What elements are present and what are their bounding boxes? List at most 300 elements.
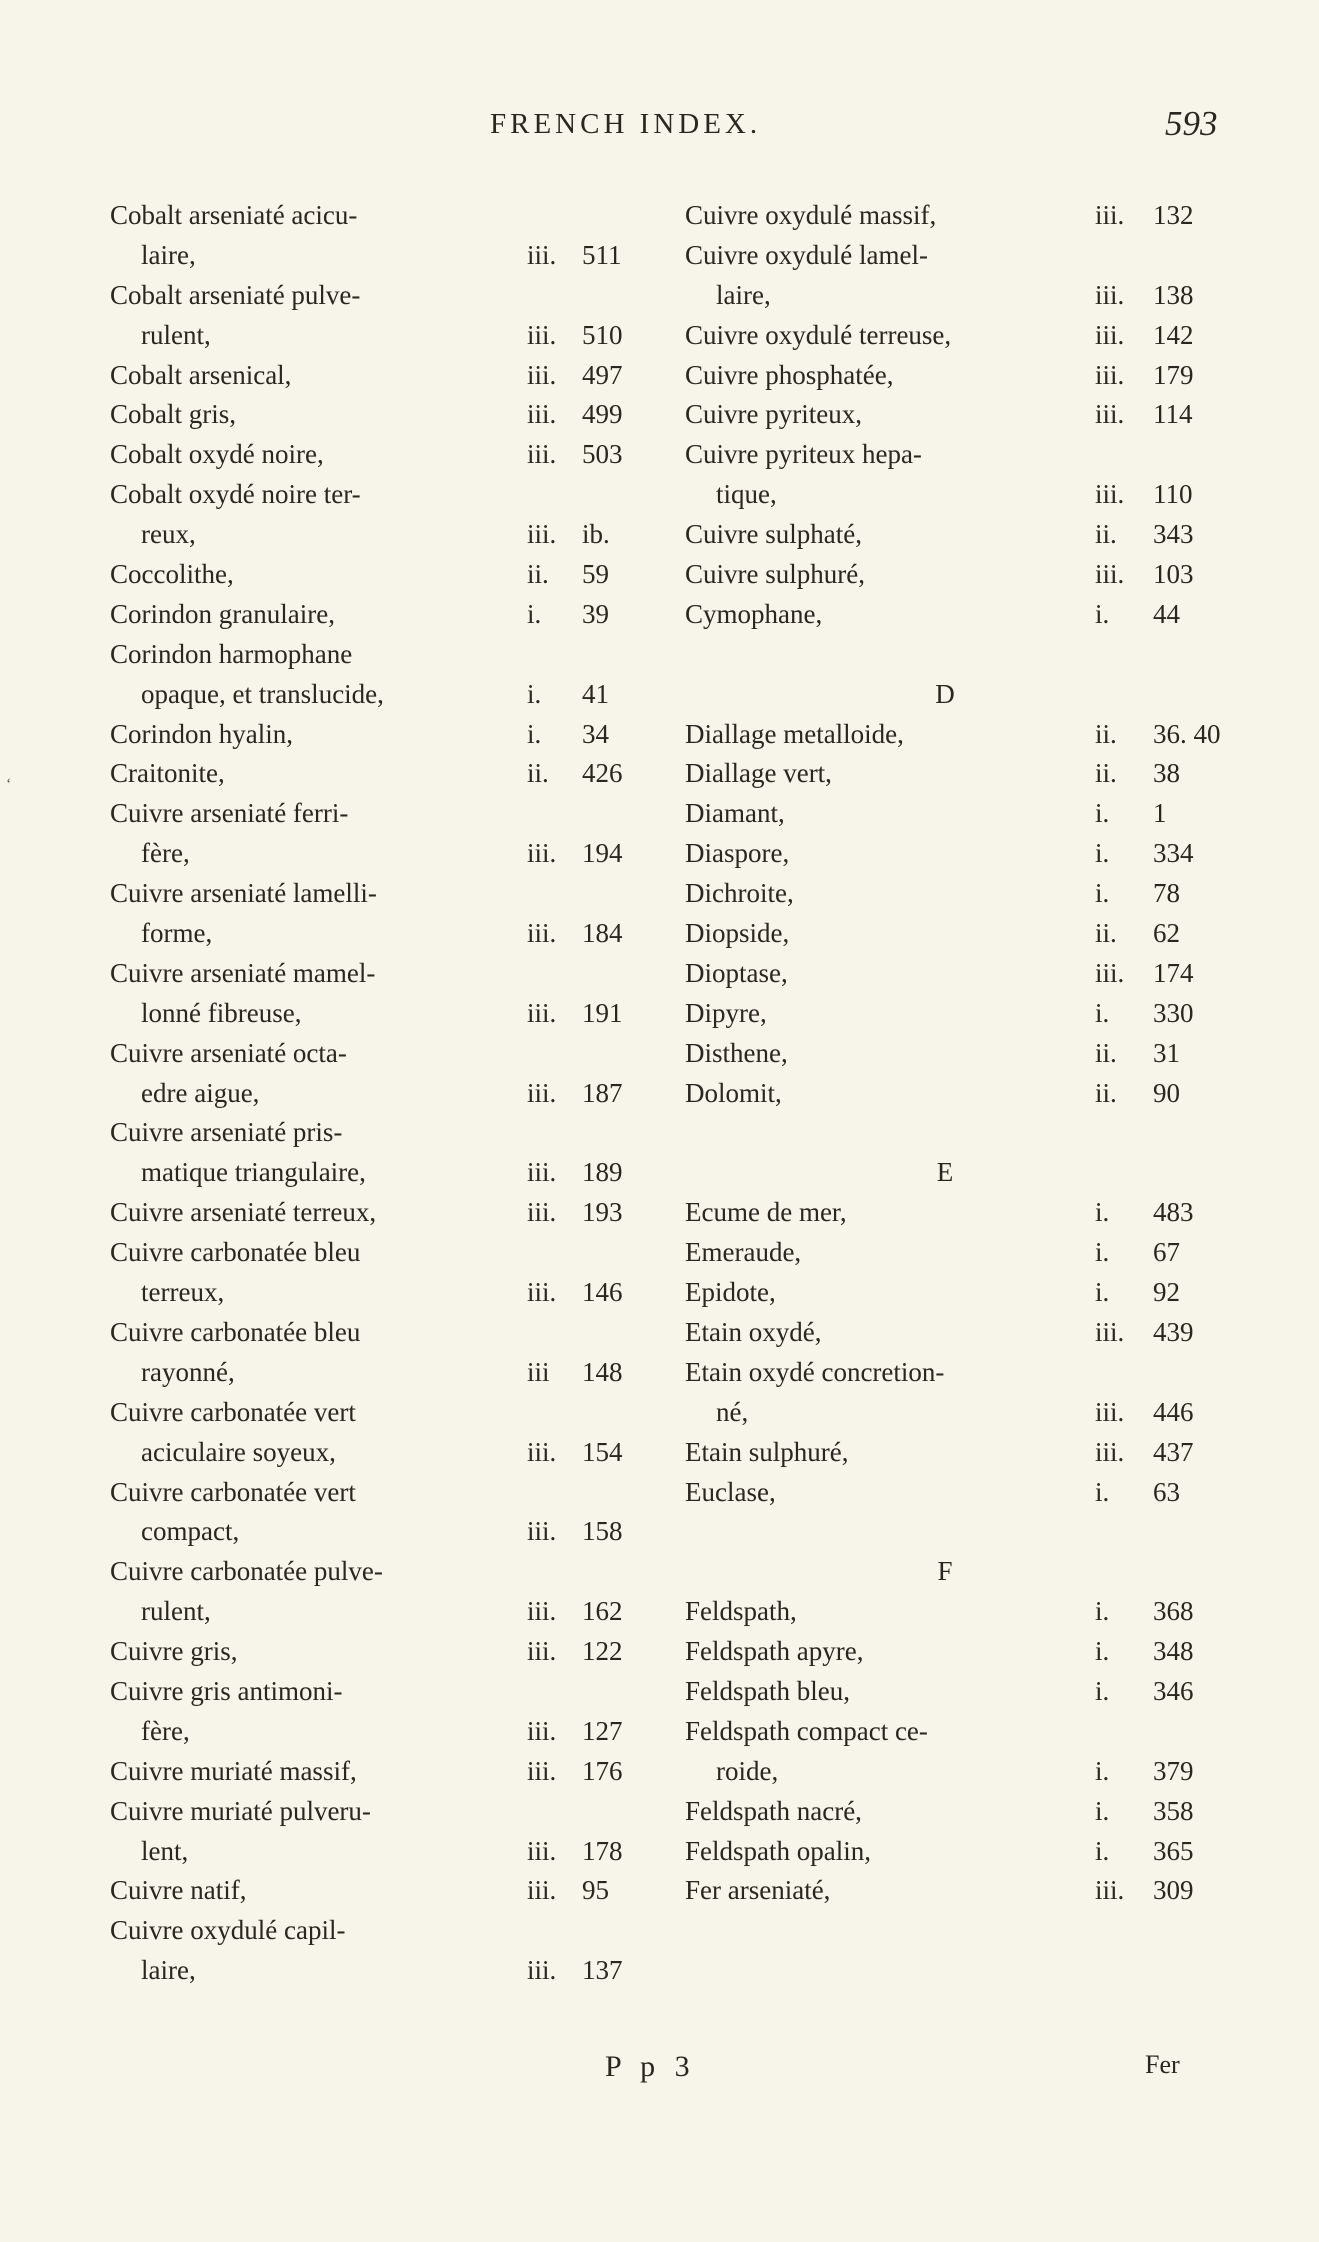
index-entry: [685, 276, 1205, 316]
entry-term: Diallage metalloide,: [685, 718, 904, 749]
index-entry: [110, 316, 650, 356]
index-entry: [685, 196, 1205, 236]
entry-term: Cuivre natif,: [110, 1875, 247, 1906]
index-entry: [110, 236, 650, 276]
entry-page: 426: [582, 758, 623, 789]
section-letter-text: E: [936, 1157, 954, 1188]
entry-volume: i.: [527, 718, 542, 749]
index-entry: [685, 1034, 1205, 1074]
entry-page: 39: [582, 598, 609, 629]
entry-page: 334: [1153, 838, 1194, 869]
entry-term: Feldspath,: [685, 1596, 797, 1627]
entry-page: 132: [1153, 200, 1194, 230]
entry-page: 179: [1153, 359, 1194, 390]
entry-page: 92: [1153, 1277, 1180, 1308]
margin-mark: ‘: [6, 776, 12, 793]
entry-volume: ii.: [527, 758, 549, 789]
entry-volume: ii.: [1095, 1077, 1117, 1108]
index-entry: [685, 236, 1205, 276]
entry-term: Cuivre pyriteux hepa-: [685, 439, 922, 470]
index-entry: [685, 1871, 1205, 1911]
entry-volume: iii.: [1095, 279, 1125, 310]
entry-term: laire,: [141, 1955, 196, 1986]
entry-volume: iii.: [527, 439, 557, 470]
index-entry: [685, 1712, 1205, 1752]
catchword: Fer: [1145, 2050, 1180, 2079]
entry-term: roide,: [716, 1755, 779, 1786]
entry-term: Feldspath opalin,: [685, 1835, 871, 1866]
index-entry: [110, 1193, 650, 1233]
index-entry: [110, 1433, 650, 1473]
entry-term: Fer arseniaté,: [685, 1875, 831, 1906]
entry-page: 174: [1153, 957, 1194, 988]
index-entry: [110, 1792, 650, 1832]
entry-page: 95: [582, 1875, 609, 1906]
entry-volume: iii.: [1095, 1436, 1125, 1467]
index-entry: [685, 1632, 1205, 1672]
index-entry: [685, 1672, 1205, 1712]
entry-page: 187: [582, 1077, 623, 1108]
entry-term: aciculaire soyeux,: [141, 1436, 336, 1467]
entry-term: tique,: [716, 479, 777, 510]
entry-term: laire,: [716, 279, 771, 310]
section-letter: [685, 1552, 1205, 1592]
index-entry: [110, 595, 650, 635]
index-entry: [110, 395, 650, 435]
index-entry: [110, 1871, 650, 1911]
entry-term: Dolomit,: [685, 1077, 782, 1108]
index-entry: [685, 834, 1205, 874]
entry-page: 154: [582, 1436, 623, 1467]
entry-page: 78: [1153, 878, 1180, 909]
blank-line: [685, 1113, 1205, 1153]
index-entry: [110, 475, 650, 515]
index-entry: [110, 1832, 650, 1872]
entry-volume: i.: [1095, 878, 1110, 909]
entry-page: 110: [1153, 479, 1193, 510]
entry-term: Cuivre sulphuré,: [685, 559, 865, 590]
entry-term: opaque, et translucide,: [141, 678, 384, 709]
entry-volume: iii.: [527, 1436, 557, 1467]
entry-term: Dichroite,: [685, 878, 794, 909]
entry-volume: iii.: [1095, 319, 1125, 350]
entry-volume: i.: [1095, 1835, 1110, 1866]
entry-term: Cobalt oxydé noire,: [110, 439, 324, 470]
index-entry: [685, 1393, 1205, 1433]
entry-page: 189: [582, 1157, 623, 1188]
entry-volume: iii.: [527, 1157, 557, 1188]
entry-term: Disthene,: [685, 1037, 788, 1068]
entry-term: Cuivre phosphatée,: [685, 359, 894, 390]
entry-volume: i.: [1095, 598, 1110, 629]
entry-term: Craitonite,: [110, 758, 225, 789]
entry-term: Cuivre carbonatée vert: [110, 1476, 356, 1507]
entry-term: Corindon hyalin,: [110, 718, 293, 749]
entry-page: 178: [582, 1835, 623, 1866]
entry-term: lonné fibreuse,: [141, 997, 302, 1028]
entry-volume: iii.: [527, 838, 557, 869]
entry-volume: i.: [1095, 1197, 1110, 1228]
entry-term: Cuivre arseniaté ferri-: [110, 798, 349, 829]
index-entry: [110, 1473, 650, 1513]
blank-line: [685, 635, 1205, 675]
entry-page: 142: [1153, 319, 1194, 350]
entry-page: 503: [582, 439, 623, 470]
entry-term: reux,: [141, 519, 196, 550]
index-entry: [685, 954, 1205, 994]
index-entry: [110, 954, 650, 994]
entry-page: 379: [1153, 1755, 1194, 1786]
entry-volume: iii: [527, 1356, 550, 1387]
entry-page: 511: [582, 239, 622, 270]
entry-volume: iii.: [527, 1715, 557, 1746]
entry-term: né,: [716, 1396, 749, 1427]
page-title: FRENCH INDEX.: [490, 108, 762, 140]
entry-term: Cobalt arseniaté acicu-: [110, 200, 358, 230]
entry-volume: i.: [1095, 1675, 1110, 1706]
entry-page: 358: [1153, 1795, 1194, 1826]
entry-term: Cuivre carbonatée pulve-: [110, 1556, 383, 1587]
index-entry: [110, 1353, 650, 1393]
entry-volume: iii.: [527, 319, 557, 350]
entry-term: edre aigue,: [141, 1077, 260, 1108]
entry-page: 483: [1153, 1197, 1194, 1228]
entry-term: Cuivre sulphaté,: [685, 519, 862, 550]
index-entry: [685, 1353, 1205, 1393]
index-entry: [685, 475, 1205, 515]
entry-volume: iii.: [1095, 559, 1125, 590]
entry-page: 343: [1153, 519, 1194, 550]
index-entry: [110, 754, 650, 794]
entry-volume: iii.: [1095, 359, 1125, 390]
entry-volume: ii.: [527, 559, 549, 590]
index-entry: [685, 1592, 1205, 1632]
entry-volume: i.: [1095, 798, 1110, 829]
entry-term: Feldspath nacré,: [685, 1795, 862, 1826]
entry-volume: iii.: [1095, 479, 1125, 510]
entry-term: Cobalt arseniaté pulve-: [110, 279, 361, 310]
entry-volume: i.: [1095, 997, 1110, 1028]
entry-page: 176: [582, 1755, 623, 1786]
entry-term: Cuivre muriaté pulveru-: [110, 1795, 371, 1826]
entry-page: 510: [582, 319, 623, 350]
index-entry: [685, 316, 1205, 356]
index-entry: [685, 1473, 1205, 1513]
entry-term: rayonné,: [141, 1356, 235, 1387]
index-entry: [110, 874, 650, 914]
entry-term: Feldspath bleu,: [685, 1675, 850, 1706]
entry-volume: i.: [1095, 838, 1110, 869]
index-entry: [685, 1832, 1205, 1872]
index-entry: [685, 794, 1205, 834]
entry-volume: ii.: [1095, 519, 1117, 550]
entry-term: lent,: [141, 1835, 189, 1866]
entry-term: Cuivre oxydulé terreuse,: [685, 319, 952, 350]
index-entry: [110, 196, 650, 236]
entry-term: Cuivre pyriteux,: [685, 399, 862, 430]
index-entry: [110, 1393, 650, 1433]
entry-term: compact,: [141, 1516, 240, 1547]
index-entry: [685, 395, 1205, 435]
entry-page: 184: [582, 918, 623, 949]
entry-term: laire,: [141, 239, 196, 270]
entry-term: Cuivre arseniaté octa-: [110, 1037, 347, 1068]
entry-volume: iii.: [1095, 1316, 1125, 1347]
entry-page: 137: [582, 1955, 623, 1986]
page-footer: [0, 2050, 1319, 2090]
entry-page: 114: [1153, 399, 1193, 430]
entry-term: Corindon harmophane: [110, 638, 353, 669]
entry-volume: iii.: [527, 918, 557, 949]
entry-page: 499: [582, 399, 623, 430]
entry-page: 38: [1153, 758, 1180, 789]
entry-volume: i.: [527, 678, 542, 709]
entry-page: 36. 40: [1153, 718, 1221, 749]
entry-page: 41: [582, 678, 609, 709]
index-entry: [685, 1273, 1205, 1313]
entry-term: Cuivre muriaté massif,: [110, 1755, 357, 1786]
entry-page: 194: [582, 838, 623, 869]
entry-term: Cuivre carbonatée bleu: [110, 1237, 361, 1268]
entry-page: 148: [582, 1356, 623, 1387]
entry-term: Etain oxydé concretion-: [685, 1356, 945, 1387]
entry-volume: iii.: [527, 239, 557, 270]
index-entry: [110, 515, 650, 555]
index-entry: [685, 1752, 1205, 1792]
entry-term: Cuivre carbonatée bleu: [110, 1316, 361, 1347]
entry-page: 31: [1153, 1037, 1180, 1068]
entry-page: 63: [1153, 1476, 1180, 1507]
entry-page: 365: [1153, 1835, 1194, 1866]
entry-term: Dipyre,: [685, 997, 767, 1028]
entry-volume: iii.: [1095, 957, 1125, 988]
index-entry: [110, 1233, 650, 1273]
entry-term: Cuivre arseniaté mamel-: [110, 957, 376, 988]
entry-term: Cuivre oxydulé massif,: [685, 200, 937, 230]
entry-volume: iii.: [527, 1755, 557, 1786]
entry-page: 330: [1153, 997, 1194, 1028]
entry-term: Diallage vert,: [685, 758, 832, 789]
entry-page: 348: [1153, 1636, 1194, 1667]
index-entry: [110, 1552, 650, 1592]
index-entry: [110, 1672, 650, 1712]
entry-term: Cuivre arseniaté lamelli-: [110, 878, 377, 909]
entry-term: Epidote,: [685, 1277, 776, 1308]
index-entry: [110, 1911, 650, 1951]
entry-term: Euclase,: [685, 1476, 776, 1507]
entry-page: 67: [1153, 1237, 1180, 1268]
entry-volume: ii.: [1095, 718, 1117, 749]
entry-volume: iii.: [1095, 399, 1125, 430]
entry-volume: iii.: [527, 399, 557, 430]
entry-volume: iii.: [527, 519, 557, 550]
index-entry: [685, 754, 1205, 794]
entry-page: 127: [582, 1715, 623, 1746]
entry-page: 368: [1153, 1596, 1194, 1627]
index-entry: [110, 1034, 650, 1074]
right-index-column: [685, 196, 1221, 1911]
entry-page: 90: [1153, 1077, 1180, 1108]
index-entry: [110, 1951, 650, 1991]
entry-term: Feldspath apyre,: [685, 1636, 864, 1667]
index-entry: [685, 356, 1205, 396]
entry-term: Cuivre arseniaté pris-: [110, 1117, 343, 1148]
index-entry: [110, 1712, 650, 1752]
index-entry: [685, 595, 1205, 635]
entry-term: Emeraude,: [685, 1237, 802, 1268]
index-entry: [685, 715, 1221, 755]
left-index-column: [110, 196, 650, 1991]
entry-page: 497: [582, 359, 623, 390]
blank-line: [685, 1512, 1205, 1552]
section-letter: [685, 675, 1205, 715]
entry-volume: iii.: [527, 1596, 557, 1627]
entry-volume: i.: [1095, 1277, 1110, 1308]
entry-volume: i.: [1095, 1596, 1110, 1627]
index-entry: [685, 914, 1205, 954]
index-entry: [685, 1313, 1205, 1353]
index-entry: [685, 1074, 1205, 1114]
index-entry: [685, 515, 1205, 555]
index-entry: [685, 1792, 1205, 1832]
index-entry: [110, 1074, 650, 1114]
entry-volume: iii.: [527, 997, 557, 1028]
index-entry: [685, 435, 1205, 475]
entry-term: Cuivre oxydulé capil-: [110, 1915, 346, 1946]
entry-volume: iii.: [527, 359, 557, 390]
entry-page: 59: [582, 559, 609, 590]
index-entry: [110, 994, 650, 1034]
entry-term: terreux,: [141, 1277, 225, 1308]
entry-term: Dioptase,: [685, 957, 788, 988]
index-entry: [110, 834, 650, 874]
entry-term: Cuivre arseniaté terreux,: [110, 1197, 377, 1228]
entry-page: 162: [582, 1596, 623, 1627]
entry-volume: i.: [527, 598, 542, 629]
index-entry: [110, 1632, 650, 1672]
entry-page: 439: [1153, 1316, 1194, 1347]
index-entry: [110, 276, 650, 316]
entry-volume: i.: [1095, 1237, 1110, 1268]
entry-page: 34: [582, 718, 609, 749]
entry-volume: i.: [1095, 1795, 1110, 1826]
entry-page: 309: [1153, 1875, 1194, 1906]
entry-term: fère,: [141, 1715, 190, 1746]
entry-volume: iii.: [527, 1277, 557, 1308]
entry-term: fère,: [141, 838, 190, 869]
entry-term: Cobalt oxydé noire ter-: [110, 479, 361, 510]
entry-volume: iii.: [527, 1636, 557, 1667]
entry-volume: i.: [1095, 1636, 1110, 1667]
entry-volume: iii.: [527, 1516, 557, 1547]
signature-mark: P p 3: [605, 2050, 696, 2083]
entry-term: Cuivre oxydulé lamel-: [685, 239, 928, 270]
entry-page: ib.: [582, 519, 610, 550]
entry-volume: ii.: [1095, 1037, 1117, 1068]
entry-page: 44: [1153, 598, 1180, 629]
section-letter-text: F: [937, 1556, 953, 1587]
entry-volume: iii.: [527, 1875, 557, 1906]
entry-page: 138: [1153, 279, 1194, 310]
entry-term: Feldspath compact ce-: [685, 1715, 928, 1746]
entry-page: 1: [1153, 798, 1167, 829]
entry-page: 446: [1153, 1396, 1194, 1427]
entry-volume: ii.: [1095, 918, 1117, 949]
index-entry: [685, 1433, 1205, 1473]
entry-term: Diopside,: [685, 918, 790, 949]
entry-volume: iii.: [1095, 200, 1125, 230]
index-entry: [110, 555, 650, 595]
index-entry: [110, 435, 650, 475]
entry-term: forme,: [141, 918, 213, 949]
entry-term: matique triangulaire,: [141, 1157, 366, 1188]
entry-term: Cymophane,: [685, 598, 823, 629]
entry-volume: iii.: [527, 1197, 557, 1228]
entry-term: rulent,: [141, 319, 211, 350]
index-entry: [110, 356, 650, 396]
index-entry: [110, 1313, 650, 1353]
entry-volume: i.: [1095, 1755, 1110, 1786]
entry-term: Ecume de mer,: [685, 1197, 847, 1228]
index-entry: [110, 1113, 650, 1153]
index-entry: [110, 1512, 650, 1552]
entry-page: 346: [1153, 1675, 1194, 1706]
index-entry: [685, 555, 1205, 595]
index-entry: [685, 994, 1205, 1034]
entry-page: 122: [582, 1636, 623, 1667]
entry-term: Corindon granulaire,: [110, 598, 335, 629]
entry-page: 437: [1153, 1436, 1194, 1467]
index-entry: [685, 1193, 1205, 1233]
entry-volume: iii.: [1095, 1396, 1125, 1427]
entry-volume: iii.: [527, 1835, 557, 1866]
entry-page: 62: [1153, 918, 1180, 949]
entry-page: 193: [582, 1197, 623, 1228]
entry-page: 103: [1153, 559, 1194, 590]
index-entry: [685, 1233, 1205, 1273]
index-entry: [110, 635, 650, 675]
entry-page: 191: [582, 997, 623, 1028]
running-header: [0, 104, 1319, 152]
entry-volume: iii.: [527, 1077, 557, 1108]
entry-page: 146: [582, 1277, 623, 1308]
entry-term: Cuivre carbonatée vert: [110, 1396, 356, 1427]
index-entry: [110, 914, 650, 954]
entry-term: Etain sulphuré,: [685, 1436, 849, 1467]
entry-term: Etain oxydé,: [685, 1316, 822, 1347]
page-number: 593: [1165, 104, 1218, 143]
entry-volume: iii.: [1095, 1875, 1125, 1906]
index-entry: [110, 1752, 650, 1792]
entry-term: Cobalt arsenical,: [110, 359, 292, 390]
entry-term: Diamant,: [685, 798, 785, 829]
section-letter: [685, 1153, 1205, 1193]
entry-term: rulent,: [141, 1596, 211, 1627]
entry-volume: i.: [1095, 1476, 1110, 1507]
entry-volume: iii.: [527, 1955, 557, 1986]
index-entry: [110, 794, 650, 834]
entry-page: 158: [582, 1516, 623, 1547]
entry-term: Cobalt gris,: [110, 399, 236, 430]
index-entry: [110, 1592, 650, 1632]
entry-term: Cuivre gris,: [110, 1636, 238, 1667]
index-entry: [110, 715, 650, 755]
entry-term: Diaspore,: [685, 838, 790, 869]
index-entry: [110, 1153, 650, 1193]
entry-volume: ii.: [1095, 758, 1117, 789]
index-entry: [110, 1273, 650, 1313]
entry-term: Cuivre gris antimoni-: [110, 1675, 343, 1706]
